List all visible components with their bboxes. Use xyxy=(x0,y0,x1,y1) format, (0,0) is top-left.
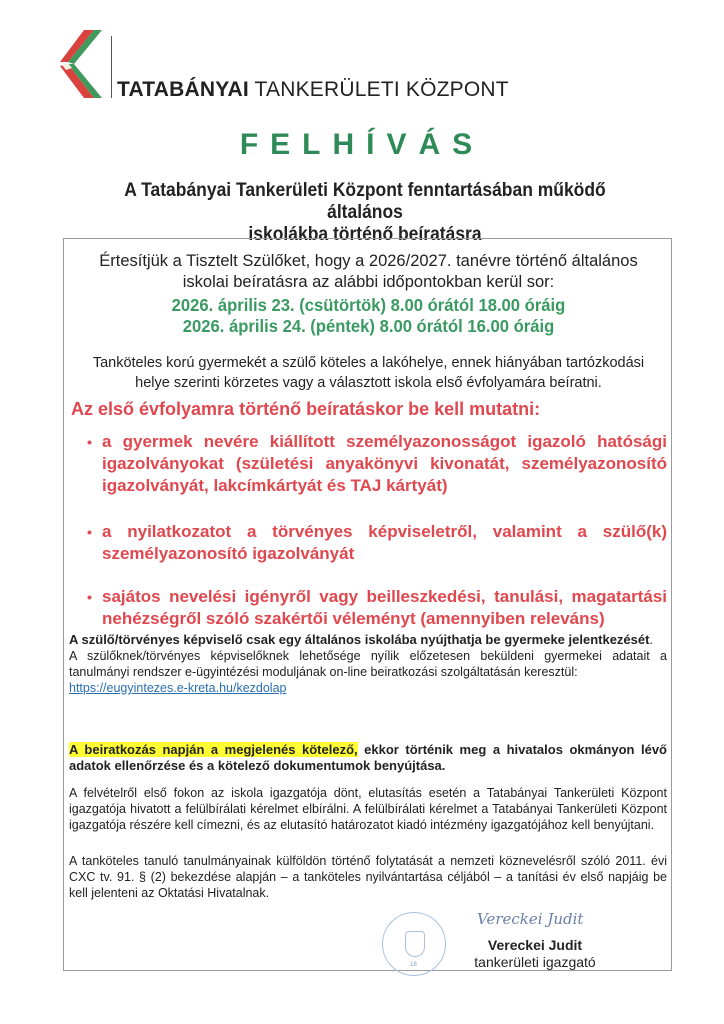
enrollment-dates xyxy=(64,295,673,337)
requirement-text: a gyermek nevére kiállított személyazonosságot igazoló hatósági igazolványokat (születési anyakönyvi kivonatát, személyazonosító igazolványát, lakcímkártyát és TAJ kártyát) xyxy=(102,432,667,495)
intro-text xyxy=(64,251,673,293)
intro-line-1: Értesítjük a Tisztelt Szülőket, hogy a 2026/2027. tanévre történő általános xyxy=(99,252,638,270)
logo-divider xyxy=(111,36,112,98)
enrollment-date-2: 2026. április 24. (péntek) 8.00 órától 16.00 óráig xyxy=(182,316,555,336)
requirement-item xyxy=(87,521,667,565)
appeal-paragraph: A felvételről első fokon az iskola igazgatója dönt, elutasítás esetén a Tatabányai Tankerületi Központ igazgatója hivatott a felülbírálati kérelmet elbírálni. A felülbírálati kérelmet a Tatabányai Tankerületi Központ igazgatója részére kell címezni, és az elutasító határozatot kiadó intézmény igazgatójához kell benyújtani. xyxy=(69,786,667,832)
subtitle xyxy=(94,180,637,246)
bullet-icon: • xyxy=(87,524,92,540)
requirements-list xyxy=(87,431,667,654)
signer-block xyxy=(470,937,600,971)
requirement-text: sajátos nevelési igényről vagy beilleszkedési, tanulási, magatartási nehézségről szóló szakértői véleményt (amennyiben releváns) xyxy=(102,587,667,628)
organization-logo-icon xyxy=(60,30,112,100)
org-name-bold: TATABÁNYAI xyxy=(117,78,249,101)
one-school-paragraph xyxy=(69,632,667,696)
one-school-period: . xyxy=(649,633,653,647)
requirements-title: Az első évfolyamra történő beíratáskor be kell mutatni: xyxy=(71,399,541,419)
subtitle-line-1: A Tatabányai Tankerületi Központ fenntartásában működő általános xyxy=(124,180,606,223)
coat-of-arms-icon xyxy=(405,931,425,957)
enrollment-date-1: 2026. április 23. (csütörtök) 8.00 órától 18.00 óráig xyxy=(171,295,566,315)
organization-name xyxy=(117,78,509,102)
subtitle-line-2: iskolákba történő beíratásra xyxy=(248,224,482,245)
official-stamp-icon xyxy=(382,912,446,976)
intro-line-2: iskolai beíratásra az alábbi időpontokban kerül sor: xyxy=(182,273,555,291)
attendance-paragraph xyxy=(69,742,667,774)
obligation-line-2: helye szerinti körzetes vagy a választott iskola első évfolyamára beíratni. xyxy=(135,375,602,391)
org-name-rest: TANKERÜLETI KÖZPONT xyxy=(248,78,509,101)
requirement-item xyxy=(87,586,667,630)
page-title: FELHÍVÁS xyxy=(239,128,485,161)
bullet-icon: • xyxy=(87,589,92,605)
signer-role: tankerületi igazgató xyxy=(474,954,596,970)
signer-name: Vereckei Judit xyxy=(487,937,583,953)
notice-box xyxy=(63,238,672,971)
online-enrollment-text: A szülőknek/törvényes képviselőknek lehetősége nyílik előzetesen beküldeni gyermekei adatait a tanulmányi rendszer e-ügyintézési moduljának on-line beiratkozási szolgáltatásán keresztül: xyxy=(69,649,667,679)
handwritten-signature: Vereckei Judit xyxy=(477,910,584,928)
attendance-highlight: A beiratkozás napján a megjelenés kötelező, xyxy=(69,742,358,757)
requirement-item xyxy=(87,431,667,497)
stamp-number: 18 xyxy=(410,962,417,968)
obligation-line-1: Tanköteles korú gyermekét a szülő köteles a lakóhelye, ennek hiányában tartózkodási xyxy=(92,355,645,371)
e-kreta-link[interactable]: https://eugyintezes.e-kreta.hu/kezdolap xyxy=(69,681,287,695)
requirement-text: a nyilatkozatot a törvényes képviseletről, valamint a szülő(k) személyazonosító igazolványát xyxy=(102,522,667,563)
bullet-icon: • xyxy=(87,434,92,450)
attendance-text: ekkor történik meg a hivatalos okmányon lévő adatok ellenőrzése és a kötelező dokumentumok benyújtása. xyxy=(69,742,667,773)
one-school-text: A szülő/törvényes képviselő csak egy általános iskolába nyújthatja be gyermeke jelentkezését xyxy=(69,632,650,647)
obligation-text xyxy=(64,353,673,393)
abroad-paragraph: A tanköteles tanuló tanulmányainak külföldön történő folytatását a nemzeti köznevelésről szóló 2011. évi CXC tv. 91. § (2) bekezdése alapján – a tanköteles nyilvántartása céljából – a tanítási év első napjáig be kell jelenteni az Oktatási Hivatalnak. xyxy=(69,854,667,900)
